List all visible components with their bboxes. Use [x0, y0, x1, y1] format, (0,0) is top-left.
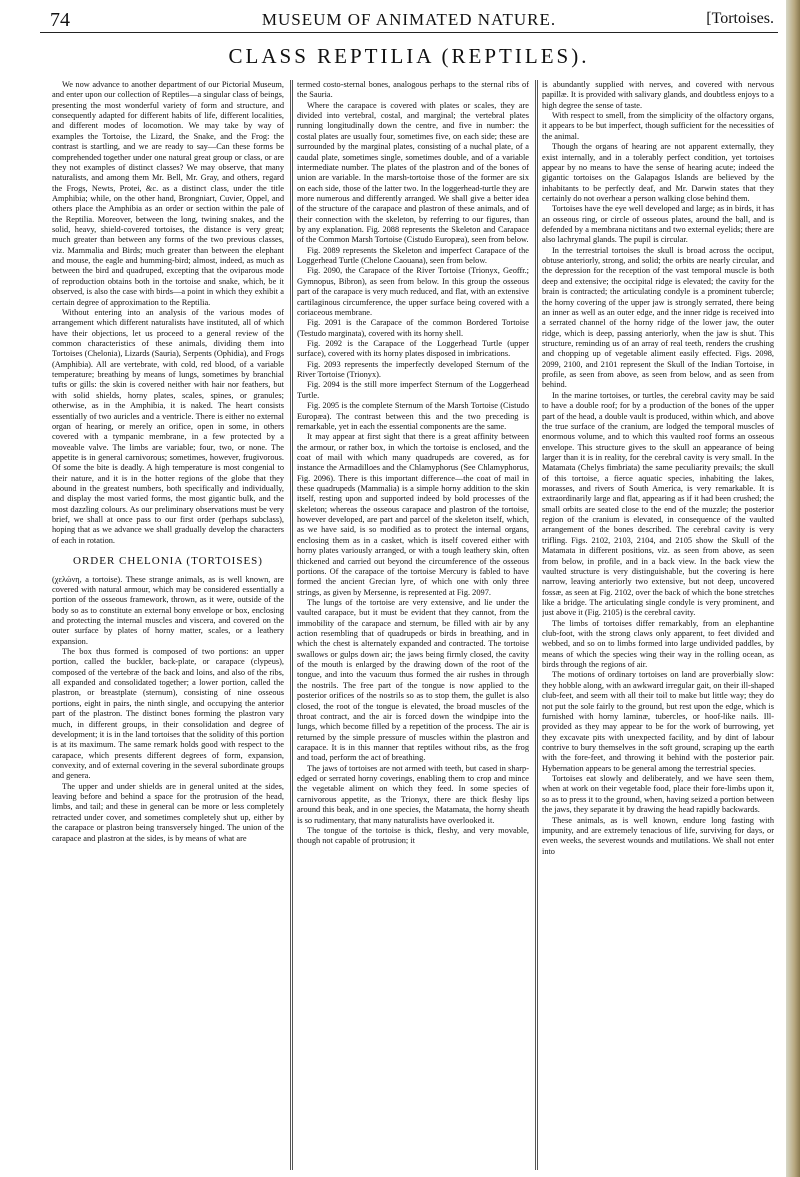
paragraph: Fig. 2095 is the complete Sternum of the Marsh Tortoise (Cistudo Europæa). The contrast between this and the two preceding is remarkable, yet in each the essential components are the same.	[297, 401, 529, 431]
running-title: MUSEUM OF ANIMATED NATURE.	[261, 10, 557, 29]
paragraph: Fig. 2093 represents the imperfectly developed Sternum of the River Tortoise (Trionyx).	[297, 359, 529, 380]
page-edge	[786, 0, 800, 1177]
paragraph: Where the carapace is covered with plates or scales, they are divided into vertebral, costal, and marginal; the vertebral plates running longitudinally down the centre, and five in number: the costal plates are usually four, sometimes five, on each side; these are surrounded by the marginal plates, consisting of a nuchal plate, of a caudal plate, sometimes single, sometimes double, and of a variable intermediate number. The plates of the plastron and of the bones of union are variable. In the marsh-tortoise those of the former are six on each side, those of the latter two. In the loggerhead-turtle they are more numerous and differently arranged. We shall give a better idea of the structure of the carapace and plastron of these animals, and of their connection with the skeleton, by referring to our figures, than by any explanation. Fig. 2088 represents the Skeleton and Carapace of the Common Marsh Tortoise (Cistudo Europæa), seen from below.	[297, 100, 529, 245]
paragraph: Fig. 2090, the Carapace of the River Tortoise (Trionyx, Geoffr.; Gymnopus, Bibron), as seen from below. In this group the osseous part of the carapace is very much reduced, and flat, with an extensive cartilaginous circumference, the upper surface being covered with a coriaceous membrane.	[297, 266, 529, 317]
column-3	[542, 80, 774, 1170]
paragraph: Without entering into an analysis of the various modes of arrangement which different naturalists have instituted, all of which have their objections, let us proceed to a general review of the common characteristics of these animals, dividing them into Tortoises (Chelonia), Lizards (Sauria), Serpents (Ophidia), and Frogs (Amphibia). All are vertebrate, with cold, red blood, of a variable temperature; breathing by means of lungs, sometimes by branchial tufts or gills: the skin is covered neither with hair nor feathers, but with solid shields, horny plates, scales, spines, or granules; otherwise, as in the Amphibia, it is naked. The heart consists essentially of two auricles and a ventricle. There is either no external organ of hearing, or merely an orifice, open in some, in others covered with a tympanic membrane, in a few protected by a moveable valve. The limbs are variable; four, two, or none. The appetite is in general carnivorous; sometimes, however, frugivorous. Of some the bite is deadly. A high temperature is most congenial to their nature, and it is in the hotter regions of the globe that they abound in the greatest numbers, both specifically and individually, and display the most varied forms, the most gigantic bulk, and the most dazzling colours. As our preliminary observations must be very brief, we shall at once pass to our first order (perhaps subclass), hoping that as we advance we shall gradually develop the characters of each in rotation.	[52, 307, 284, 545]
paragraph: Fig. 2094 is the still more imperfect Sternum of the Loggerhead Turtle.	[297, 380, 529, 400]
paragraph: The motions of ordinary tortoises on land are proverbially slow: they hobble along, with an awkward irregular gait, on their ill-shaped club-feet, and seem with all their toil to make but little way; they do not put the sole fairly to the ground, but rest upon the edge, which is furnished with horny laminæ, tubercles, or hoof-like nails. Ill-provided as they may appear to be for the work of burrowing, yet they excavate pits with unexpected facility, and by dint of labour contrive to bury themselves in the soft ground, scraping up the earth with the fore-feet, and throwing it behind with the posterior pair. Hybernation appears to be general among the terrestrial species.	[542, 670, 774, 773]
paragraph: Tortoises eat slowly and deliberately, and we have seen them, when at work on their vegetable food, place their fore-limbs upon it, so as to press it to the ground, when, having seized a portion between the jaws, they separate it by drawing the head rapidly backwards.	[542, 774, 774, 815]
column-divider	[290, 80, 291, 1170]
running-header	[40, 4, 778, 33]
paragraph: The upper and under shields are in general united at the sides, leaving before and behind a space for the protrusion of the head, limbs, and tail; and these in general can be more or less completely retracted under cover, and sometimes completely shut up, either by the carapace or plastron being transversely hinged. The union of the carapace and plastron at the sides, is by means of what are	[52, 781, 284, 843]
paragraph: Fig. 2092 is the Carapace of the Loggerhead Turtle (upper surface), covered with its horny plates disposed in imbrications.	[297, 338, 529, 359]
paragraph: The tongue of the tortoise is thick, fleshy, and very movable, though not capable of protrusion; it	[297, 825, 529, 846]
paragraph: is abundantly supplied with nerves, and covered with nervous papillæ. It is provided with salivary glands, and doubtless enjoys to a high degree the sense of taste.	[542, 80, 774, 110]
class-heading: CLASS REPTILIA (REPTILES).	[228, 44, 590, 68]
paragraph: These animals, as is well known, endure long fasting with impunity, and are extremely tenacious of life, surviving for days, or even weeks, the severest wounds and mutilations. We shall not enter into	[542, 815, 774, 856]
paragraph: Tortoises have the eye well developed and large; as in birds, it has an osseous ring, or circle of osseous plates, around the ball, and is defended by a membrana nictitans and two external eyelids; there are also lachrymal glands. The pupil is circular.	[542, 204, 774, 245]
paragraph: Though the organs of hearing are not apparent externally, they exist internally, and in a tolerably perfect condition, yet tortoises appear by no means to have the sense of hearing acute; indeed the gigantic tortoises on the Galapagos Islands are believed by the inhabitants to be perfectly deaf, and Mr. Darwin states that they certainly do not overhear a person walking close behind them.	[542, 142, 774, 203]
column-divider	[535, 80, 536, 1170]
paragraph: (χελώνη, a tortoise). These strange animals, as is well known, are covered with natural armour, which may be considered essentially a portion of the osseous framework, thrown, as it were, outside of the body so as to constitute an external bony envelope or box, enclosing and protecting the internal muscles and viscera, and covered on the outer surface by plates of horny matter, scales, or a leathery expansion.	[52, 574, 284, 646]
paragraph: The limbs of tortoises differ remarkably, from an elephantine club-foot, with the strong claws only apparent, to feet divided and webbed, and so on to limbs formed into large undivided paddles, by means of which the species wing their way in the rolling ocean, as birds through the regions of air.	[542, 618, 774, 670]
paragraph: The jaws of tortoises are not armed with teeth, but cased in sharp-edged or serrated horny coverings, enabling them to crop and mince the vegetable aliment on which they feed. In some species of carnivorous appetite, as the Trionyx, there are thick fleshy lips around this beak, and in one species, the Matamata, the horny sheath is so rudimentary, that many naturalists have overlooked it.	[297, 763, 529, 825]
column-divider	[537, 80, 538, 1170]
page-number: 74	[50, 9, 70, 31]
paragraph: The lungs of the tortoise are very extensive, and lie under the vaulted carapace, but it must be evident that they cannot, from the immobility of the carapace and sternum, be filled with air by any action resembling that of quadrupeds or birds in breathing, and in which the chest is alternately expanded and contracted. The tortoise swallows or gulps down air; the jaws being firmly closed, the cavity of the mouth is enlarged by the drawing down of the root of the tongue, and into the vacuum thus formed the air rushes in through the nostrils. The free part of the tongue is now applied to the posterior orifices of the nostrils so as to stop them, the gullet is also closed, the root of the tongue is elevated, the broad muscles of the throat contract, and the air is forced down the windpipe into the lungs, which become filled by a repetition of the process. The air is returned by the simple pressure of muscles within the plastron and carapace. It is in this manner that reptiles without ribs, as the frog and toad, perform the act of breathing.	[297, 597, 529, 763]
paragraph: It may appear at first sight that there is a great affinity between the armour, or rather box, in which the tortoise is enclosed, and the coat of mail with which many quadrupeds are covered, as for instance the Armadilloes and the Chlamyphorus (See Chlamyphorus, Fig. 2096). There is this important difference—the coat of mail in these quadrupeds (Mammalia) is a simple horny addition to the skin itself, resting upon and supported indeed by bold processes of the skeleton; whereas the osseous carapace and plastron of the tortoise, however developed, are part and parcel of the skeleton itself, which, as we have said, is so modified as to protect the internal organs, enclosing them as in a casket, which is itself covered either with horny plates variously arranged, or with a tough leathery skin, often thickened and carried out beyond the circumference of the osseous portions. Of the carapace of the tortoise Mercury is fabled to have formed the ancient Grecian lyre, of which one with only three strings, as given by Mersenne, is represented at Fig. 2097.	[297, 432, 529, 597]
column-2	[297, 80, 529, 1170]
column-1	[52, 80, 284, 1170]
paragraph: In the terrestrial tortoises the skull is broad across the occiput, obtuse anteriorly, strong, and solid; the orbits are nearly circular, and the depression for the reception of the vast temporal muscle is both deep and extensive; the occipital ridge is elevated; the cavity for the brain is contracted; the articulating condyle is a prominent tubercle; the horny covering of the upper jaw is strongly serrated, there being an inner as well as an outer edge, and the inner ridge is received into a serrated channel of the horny ridge of the lower jaw, the outer ridge, which is deep, passing anteriorly, when the jaw is shut. This structure, reminding us of an array of real teeth, renders the crushing and chopping up of vegetable aliment easily effected. Figs. 2098, 2099, 2100, and 2101 represent the Skull of the Indian Tortoise, in profile, as seen from above, as seen from below, and as seen from behind.	[542, 245, 774, 390]
paragraph: With respect to smell, from the simplicity of the olfactory organs, it appears to be but imperfect, though sufficient for the necessities of the animal.	[542, 111, 774, 141]
paragraph: The box thus formed is composed of two portions: an upper portion, called the buckler, back-plate, or carapace (clypeus), composed of the vertebræ of the back and loins, and also of the ribs, all expanded and consolidated together; a lower portion, called the plastron, or breastplate (sternum), consisting of nine osseous portions, eight in pairs, the ninth single, and occupying the anterior part of the plastron. The distinct bones forming the plastron vary much, in different groups, in their consolidation and degree of development; it is in the land tortoises that the solidity of this portion is at its maximum. The same remark holds good with respect to the carapace, which presents different degrees of form, expansion, convexity, and of external covering in the several subordinate groups and genera.	[52, 647, 284, 781]
paragraph: termed costo-sternal bones, analogous perhaps to the sternal ribs of the Sauria.	[297, 80, 529, 100]
text-columns	[52, 80, 782, 1170]
section-label: [Tortoises.	[706, 10, 774, 27]
column-divider	[292, 80, 293, 1170]
paragraph: Fig. 2091 is the Carapace of the common Bordered Tortoise (Testudo marginata), covered with its horny shell.	[297, 318, 529, 338]
order-heading: ORDER CHELONIA (TORTOISES)	[73, 555, 263, 568]
paragraph: In the marine tortoises, or turtles, the cerebral cavity may be said to have a double roof; for by a production of the bones of the upper part of the head, a double vault is produced, within which, and above the true surface of the cranium, are lodged the temporal muscles of enormous volume, and to which this vaulted roof forms an osseous envelope. This structure gives to the skull an appearance of being larger than it is in reality, for the cerebral cavity is very small. In the Matamata (Chelys fimbriata) the same peculiarity prevails; the skull of this tortoise, a fierce aquatic species, inhabiting the lakes, morasses, and rivers of South America, is very remarkable. It is extraordinarily large and flat, appearing as if it had been crushed; the small orbits are seated close to the end of the muzzle; the posterior region of the cranium is elevated, in consequence of the vaulted arrangement of the bones described. The cerebral cavity is very trifling. Figs. 2102, 2103, 2104, and 2105 show the Skull of the Matamata in different positions, viz. as seen from above, as seen from below, in profile, and in a back view. In the back view the vaulted structure is very distinguishable, but the covering is here narrow, leaving anteriorly two extensive, but not deep, uncovered fossæ, as seen at Fig. 2102, over the back of which the bone stretches like a bridge. The articulating single condyle is very prominent, and just above it (Fig. 2105) is the cerebral cavity.	[542, 390, 774, 618]
paragraph: Fig. 2089 represents the Skeleton and imperfect Carapace of the Loggerhead Turtle (Chelone Caouana), seen from below.	[297, 245, 529, 266]
paragraph: We now advance to another department of our Pictorial Museum, and enter upon our collection of Reptiles—a singular class of beings, presenting the most wonderful variety of form and structure, and consequently adapted for different habits of life, different localities, and different modes of locomotion. We may take by way of examples the Tortoise, the Lizard, the Snake, and the Frog: the contrast is startling, and we are ready to say—Can these forms be comprehended together under one natural great group or class, or are they not examples of distinct classes? We may observe, that many naturalists, and among them Mr. Bell, Mr. Gray, and others, regard the Frogs, Newts, Protei, &c. as a distinct class, under the title Amphibia; while, on the other hand, Brongniart, Cuvier, Oppel, and others place the Amphibia as an order or section within the pale of the Reptilia. Moreover, between the long, twining snakes, and the solid, heavy, shield-covered tortoises, the distance is very great; much greater than between any forms of the two previous classes, viz. Mammalia and Birds; much greater than between the elephant and mouse, the eagle and humming-bird; almost, indeed, as much as between the bird and quadruped, excepting that the oviparous mode of reproduction obtains both in the tortoise and snake, which, be it observed, is also the case with birds—a point in which they exhibit a certain degree of approximation to the Reptilia.	[52, 80, 284, 307]
